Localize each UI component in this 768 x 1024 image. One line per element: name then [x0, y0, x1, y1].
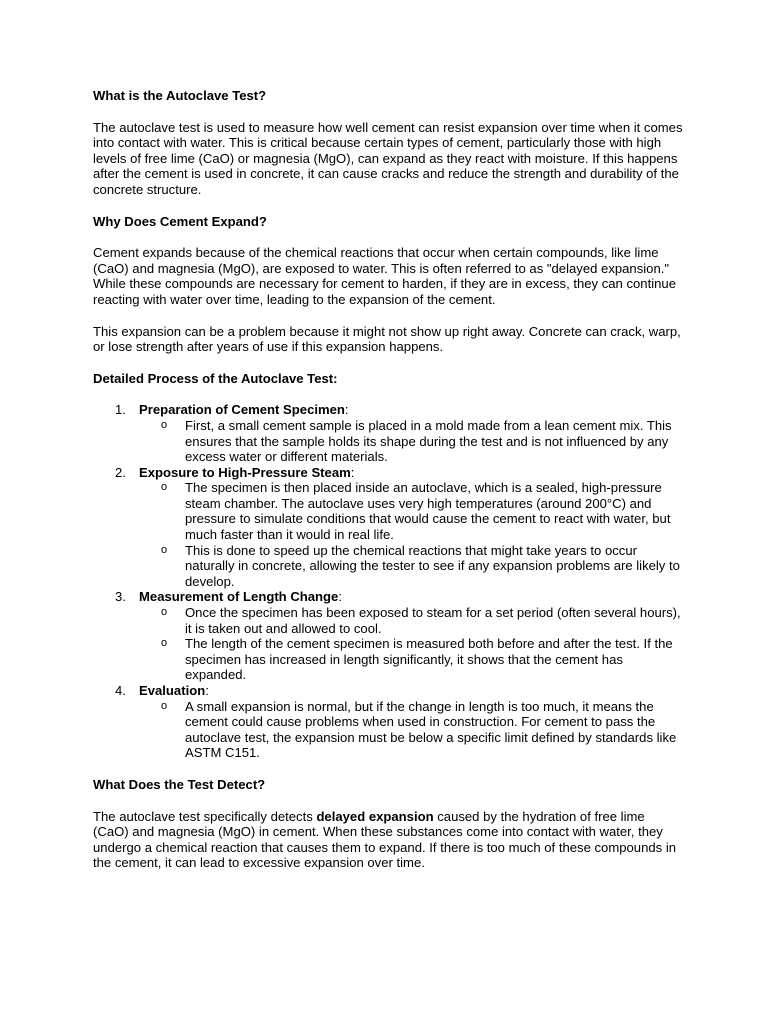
document-page — [93, 88, 683, 871]
paragraph: The autoclave test is used to measure how well cement can resist expansion over time when it comes into contact with water. This is critical because certain types of cement, particularly those with high levels of free lime (CaO) or magnesia (MgO), can expand as they react with moisture. If this happens after the cement is used in concrete, it can cause cracks and reduce the strength and durability of the concrete structure. — [93, 119, 683, 197]
paragraph: Cement expands because of the chemical reactions that occur when certain compounds, like lime (CaO) and magnesia (MgO), are exposed to water. This is often referred to as "delayed expansion." While these compounds are necessary for cement to harden, if they are in excess, they can continue reacting with water over time, leading to the expansion of the cement. — [93, 245, 676, 307]
bullet-icon: o — [161, 699, 168, 712]
sub-item-text: Once the specimen has been exposed to steam for a set period (often several hours), it is taken out and allowed to cool. — [185, 605, 681, 636]
list-item — [93, 402, 683, 464]
list-item — [93, 589, 683, 683]
bullet-icon: o — [161, 481, 168, 494]
step-title-text: Evaluation — [139, 683, 206, 698]
step-title-text: Preparation of Cement Specimen — [139, 402, 345, 418]
section-heading: Why Does Cement Expand? — [93, 213, 267, 229]
step-number: 1. — [115, 402, 126, 418]
paragraph: This expansion can be a problem because it might not show up right away. Concrete can crack, warp, or lose strength after years of use if this expansion happens. — [93, 323, 681, 355]
sub-item-text: The specimen is then placed inside an autoclave, which is a sealed, high-pressure steam chamber. The autoclave uses very high temperatures (around 200°C) and pressure to simulate conditions that would cause the cement to react with water, but much faster than it would in real life. — [185, 480, 671, 543]
section-heading: Detailed Process of the Autoclave Test: — [93, 370, 338, 386]
list-item — [93, 683, 683, 761]
bullet-icon: o — [161, 543, 168, 556]
step-title-text: Measurement of Length Change — [139, 589, 339, 605]
step-title-text: Exposure to High-Pressure Steam — [139, 464, 351, 480]
step-sub-list — [139, 699, 683, 761]
list-item — [93, 465, 683, 590]
step-sub-list — [139, 480, 683, 589]
step-title-colon: : — [338, 589, 342, 605]
step-title — [139, 589, 683, 605]
step-title-colon: : — [205, 683, 209, 698]
step-title — [139, 683, 683, 699]
sub-item-text: A small expansion is normal, but if the change in length is too much, it means the cement could cause problems when used in construction. For cement to pass the autoclave test, the expansion must be below a specific limit defined by standards like ASTM C151. — [185, 698, 677, 761]
sub-item-text: First, a small cement sample is placed in a mold made from a lean cement mix. This ensures that the sample holds its shape during the test and is not influenced by any excess water or different materials. — [185, 417, 672, 465]
step-sub-list — [139, 605, 683, 683]
step-number: 2. — [115, 464, 126, 480]
section-heading: What Does the Test Detect? — [93, 776, 266, 792]
bullet-icon: o — [161, 637, 168, 650]
list-item — [139, 543, 683, 590]
paragraph — [93, 809, 683, 871]
list-item — [139, 418, 683, 465]
step-number: 3. — [115, 589, 126, 605]
bullet-icon: o — [161, 606, 168, 619]
process-steps-list — [93, 402, 683, 761]
paragraph-text: caused by the hydration of free lime (CaO) and magnesia (MgO) in cement. When these substances come into contact with water, they undergo a chemical reaction that causes them to expand. If there is too much of these compounds in the cement, it can lead to excessive expansion over time. — [93, 808, 677, 871]
section-heading: What is the Autoclave Test? — [93, 88, 267, 103]
step-title-colon: : — [344, 402, 349, 418]
list-item — [139, 699, 683, 761]
paragraph-text: The autoclave test specifically detects — [93, 808, 317, 824]
step-sub-list — [139, 418, 683, 465]
step-title-colon: : — [350, 464, 355, 480]
bullet-icon: o — [161, 418, 168, 431]
emphasis-text: delayed expansion — [316, 808, 434, 824]
step-title — [139, 402, 683, 418]
list-item — [139, 480, 683, 542]
sub-item-text: The length of the cement specimen is measured both before and after the test. If the specimen has increased in length significantly, it shows that the cement has expanded. — [185, 636, 673, 683]
step-title — [139, 465, 683, 481]
list-item — [139, 636, 683, 683]
sub-item-text: This is done to speed up the chemical reactions that might take years to occur naturally in concrete, allowing the tester to see if any expansion problems are likely to develop. — [185, 542, 680, 589]
list-item — [139, 605, 683, 636]
step-number: 4. — [115, 683, 126, 698]
